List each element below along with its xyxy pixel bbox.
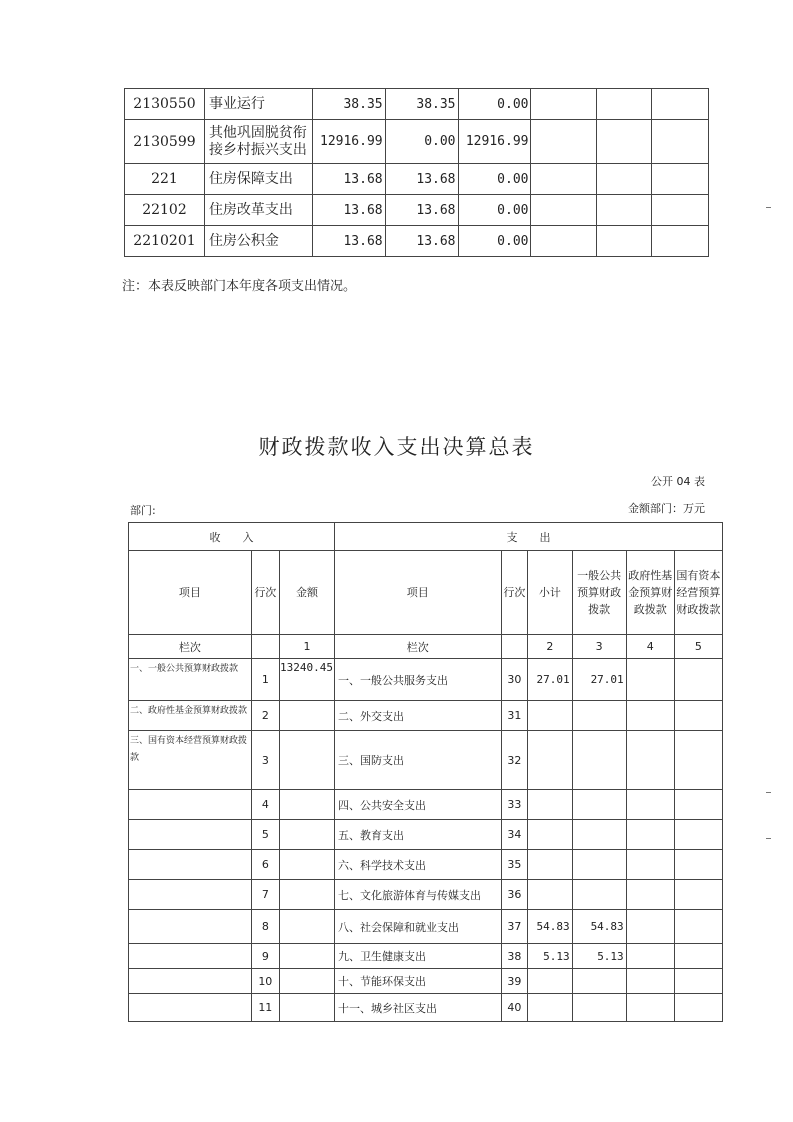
cell-income-amount	[279, 731, 334, 790]
col-fund: 政府性基金预算财政拨款	[626, 551, 674, 635]
cell-basic: 0.00	[385, 120, 458, 164]
cell-income-amount	[279, 994, 334, 1022]
cell-total: 38.35	[312, 89, 385, 120]
cell-income-item: 三、国有资本经营预算财政拨款	[129, 731, 252, 790]
cell-state-capital	[674, 910, 722, 944]
cell-income-item	[129, 820, 252, 850]
cell-income-amount	[279, 820, 334, 850]
cell-expense-row: 36	[501, 880, 527, 910]
cell-code: 22102	[125, 195, 205, 226]
cell-general-budget	[572, 731, 626, 790]
cell-expense-item: 七、文化旅游体育与传媒支出	[334, 880, 501, 910]
cell-state-capital	[674, 994, 722, 1022]
table-row	[129, 731, 723, 790]
cell-code: 2130550	[125, 89, 205, 120]
cell-income-row: 10	[251, 969, 279, 994]
cell-general-budget: 5.13	[572, 944, 626, 969]
cell-general-budget	[572, 969, 626, 994]
scan-mark	[766, 207, 771, 208]
table-row	[129, 820, 723, 850]
cell-project: 0.00	[458, 195, 531, 226]
table-row	[129, 701, 723, 731]
cell-basic: 13.68	[385, 164, 458, 195]
cell-empty	[597, 195, 652, 226]
cell-income-row: 4	[251, 790, 279, 820]
cell-income-amount	[279, 969, 334, 994]
cell-expense-item: 十、节能环保支出	[334, 969, 501, 994]
cell-income-item	[129, 850, 252, 880]
col-num-2: 2	[528, 635, 573, 659]
cell-income-row: 8	[251, 910, 279, 944]
cell-general-budget	[572, 820, 626, 850]
scan-mark	[766, 838, 771, 839]
cell-expense-item: 十一、城乡社区支出	[334, 994, 501, 1022]
cell-empty	[597, 164, 652, 195]
lanci-label-2: 栏次	[334, 635, 501, 659]
cell-subtotal	[528, 731, 573, 790]
cell-empty	[597, 89, 652, 120]
cell-state-capital	[674, 969, 722, 994]
table-code: 公开 04 表	[651, 475, 705, 488]
table-row	[125, 120, 709, 164]
cell-expense-row: 32	[501, 731, 527, 790]
cell-general-budget	[572, 880, 626, 910]
cell-fund-budget	[626, 701, 674, 731]
expenditure-detail-table	[124, 88, 709, 257]
cell-income-amount	[279, 880, 334, 910]
cell-expense-row: 31	[501, 701, 527, 731]
cell-state-capital	[674, 790, 722, 820]
cell-empty	[597, 120, 652, 164]
unit-label: 金额部门：万元	[628, 502, 705, 515]
cell-income-row: 3	[251, 731, 279, 790]
cell-subtotal	[528, 790, 573, 820]
col-row: 行次	[251, 551, 279, 635]
cell-expense-item: 八、社会保障和就业支出	[334, 910, 501, 944]
cell-name: 住房改革支出	[204, 195, 312, 226]
cell-total: 12916.99	[312, 120, 385, 164]
cell-fund-budget	[626, 944, 674, 969]
cell-general-budget	[572, 994, 626, 1022]
col-amount: 金额	[279, 551, 334, 635]
cell-empty	[652, 164, 709, 195]
cell-empty	[652, 120, 709, 164]
cell-income-row: 6	[251, 850, 279, 880]
cell-income-item	[129, 790, 252, 820]
cell-fund-budget	[626, 790, 674, 820]
col-state: 国有资本经营预算财政拨款	[674, 551, 722, 635]
table-row	[129, 880, 723, 910]
cell-project: 0.00	[458, 226, 531, 257]
cell-fund-budget	[626, 969, 674, 994]
cell-project: 0.00	[458, 164, 531, 195]
cell-expense-row: 33	[501, 790, 527, 820]
cell-general-budget	[572, 790, 626, 820]
cell-subtotal: 5.13	[528, 944, 573, 969]
col-general: 一般公共预算财政拨款	[572, 551, 626, 635]
table-row	[129, 994, 723, 1022]
cell-state-capital	[674, 659, 722, 701]
cell-income-amount: 13240.45	[279, 659, 334, 701]
cell-expense-row: 37	[501, 910, 527, 944]
table-row	[129, 850, 723, 880]
lanci-label: 栏次	[129, 635, 252, 659]
scan-mark	[766, 792, 771, 793]
cell-general-budget: 54.83	[572, 910, 626, 944]
cell-income-amount	[279, 910, 334, 944]
cell-name: 其他巩固脱贫衔接乡村振兴支出	[204, 120, 312, 164]
cell-empty	[531, 89, 597, 120]
cell-basic: 13.68	[385, 226, 458, 257]
cell-subtotal	[528, 850, 573, 880]
cell-general-budget	[572, 850, 626, 880]
cell-code: 2130599	[125, 120, 205, 164]
table-row	[129, 790, 723, 820]
table-row	[125, 195, 709, 226]
table-row	[129, 910, 723, 944]
cell-expense-row: 40	[501, 994, 527, 1022]
cell-empty	[531, 195, 597, 226]
cell-expense-item: 一、一般公共服务支出	[334, 659, 501, 701]
cell-state-capital	[674, 944, 722, 969]
cell-income-item	[129, 969, 252, 994]
department-label: 部门:	[130, 504, 156, 517]
cell-state-capital	[674, 880, 722, 910]
cell-income-amount	[279, 701, 334, 731]
cell-expense-row: 39	[501, 969, 527, 994]
cell-name: 住房保障支出	[204, 164, 312, 195]
table-row	[125, 226, 709, 257]
cell-fund-budget	[626, 731, 674, 790]
table-row	[125, 89, 709, 120]
cell-income-row: 5	[251, 820, 279, 850]
col-subtotal: 小计	[528, 551, 573, 635]
cell-income-amount	[279, 850, 334, 880]
cell-fund-budget	[626, 880, 674, 910]
cell-expense-row: 30	[501, 659, 527, 701]
cell-income-item: 二、政府性基金预算财政拨款	[129, 701, 252, 731]
cell-income-item	[129, 910, 252, 944]
cell-project: 12916.99	[458, 120, 531, 164]
cell-empty	[652, 226, 709, 257]
cell-name: 事业运行	[204, 89, 312, 120]
cell-income-amount	[279, 790, 334, 820]
cell-subtotal	[528, 880, 573, 910]
cell-state-capital	[674, 731, 722, 790]
cell-fund-budget	[626, 820, 674, 850]
col-row2: 行次	[501, 551, 527, 635]
col-num-3: 3	[572, 635, 626, 659]
cell-state-capital	[674, 850, 722, 880]
cell-empty	[597, 226, 652, 257]
expense-header: 支 出	[334, 523, 722, 551]
cell-expense-item: 九、卫生健康支出	[334, 944, 501, 969]
fiscal-summary-table	[128, 522, 723, 1022]
cell-project: 0.00	[458, 89, 531, 120]
cell-subtotal: 27.01	[528, 659, 573, 701]
col-item: 项目	[129, 551, 252, 635]
cell-fund-budget	[626, 659, 674, 701]
cell-subtotal	[528, 701, 573, 731]
cell-name: 住房公积金	[204, 226, 312, 257]
table-note: 注：本表反映部门本年度各项支出情况。	[122, 279, 357, 294]
col-num-1: 1	[279, 635, 334, 659]
cell-expense-item: 二、外交支出	[334, 701, 501, 731]
cell-general-budget: 27.01	[572, 659, 626, 701]
cell-income-row: 11	[251, 994, 279, 1022]
cell-income-amount	[279, 944, 334, 969]
cell-general-budget	[572, 701, 626, 731]
cell-expense-row: 38	[501, 944, 527, 969]
cell-total: 13.68	[312, 226, 385, 257]
cell-fund-budget	[626, 994, 674, 1022]
col-item2: 项目	[334, 551, 501, 635]
cell-income-row: 9	[251, 944, 279, 969]
col-num-4: 4	[626, 635, 674, 659]
cell-code: 2210201	[125, 226, 205, 257]
table-row	[129, 969, 723, 994]
page-title: 财政拨款收入支出决算总表	[258, 435, 535, 459]
cell-subtotal	[528, 969, 573, 994]
cell-income-item	[129, 880, 252, 910]
cell-total: 13.68	[312, 195, 385, 226]
cell-income-row: 2	[251, 701, 279, 731]
cell-empty	[531, 164, 597, 195]
cell-fund-budget	[626, 910, 674, 944]
cell-basic: 38.35	[385, 89, 458, 120]
income-header: 收 入	[129, 523, 335, 551]
cell-basic: 13.68	[385, 195, 458, 226]
cell-empty	[531, 226, 597, 257]
cell-expense-row: 35	[501, 850, 527, 880]
cell-expense-item: 六、科学技术支出	[334, 850, 501, 880]
table-row	[129, 944, 723, 969]
cell-expense-row: 34	[501, 820, 527, 850]
col-num-5: 5	[674, 635, 722, 659]
cell-code: 221	[125, 164, 205, 195]
table-row	[125, 164, 709, 195]
cell-income-item	[129, 994, 252, 1022]
cell-subtotal	[528, 994, 573, 1022]
cell-subtotal	[528, 820, 573, 850]
cell-state-capital	[674, 701, 722, 731]
cell-income-item	[129, 944, 252, 969]
cell-fund-budget	[626, 850, 674, 880]
cell-income-item: 一、一般公共预算财政拨款	[129, 659, 252, 701]
cell-empty	[652, 195, 709, 226]
cell-expense-item: 四、公共安全支出	[334, 790, 501, 820]
table-row	[129, 659, 723, 701]
cell-expense-item: 五、教育支出	[334, 820, 501, 850]
cell-state-capital	[674, 820, 722, 850]
cell-income-row: 7	[251, 880, 279, 910]
cell-subtotal: 54.83	[528, 910, 573, 944]
cell-empty	[531, 120, 597, 164]
cell-income-row: 1	[251, 659, 279, 701]
cell-expense-item: 三、国防支出	[334, 731, 501, 790]
cell-empty	[652, 89, 709, 120]
cell-total: 13.68	[312, 164, 385, 195]
